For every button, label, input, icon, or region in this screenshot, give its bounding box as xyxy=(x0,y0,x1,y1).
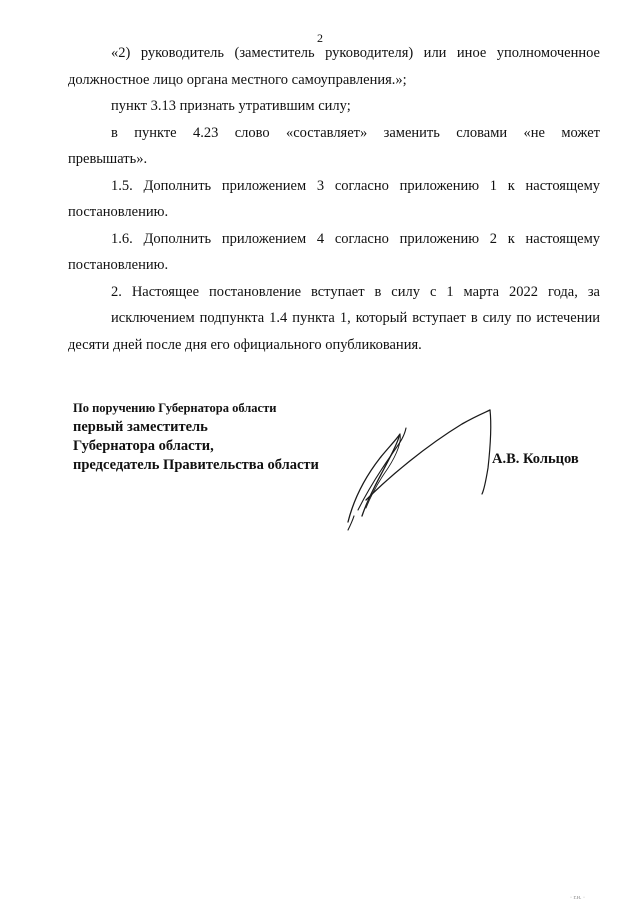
paragraph-1-line-1: «2) руководитель (заместитель руководителя) или иное уполномоченное xyxy=(111,45,600,61)
signatory-position-line-3: председатель Правительства области xyxy=(73,457,319,473)
footer-marks: · г.н. · xyxy=(570,895,585,901)
paragraph-6-line-2: исключением подпункта 1.4 пункта 1, который вступает в силу по истечении xyxy=(111,310,600,326)
page-number: 2 xyxy=(317,31,323,45)
paragraph-6-line-1: 2. Настоящее постановление вступает в силу с 1 марта 2022 года, за xyxy=(111,283,600,300)
paragraph-2: пункт 3.13 признать утратившим силу; xyxy=(111,98,351,114)
signatory-title-block xyxy=(73,398,319,475)
paragraph-5-line-2: постановлению. xyxy=(68,257,169,273)
document-body xyxy=(68,40,600,358)
paragraph-5-line-1: 1.6. Дополнить приложением 4 согласно приложению 2 к настоящему xyxy=(111,230,600,247)
paragraph-3-line-1: в пункте 4.23 слово «составляет» заменить словами «не может xyxy=(111,124,600,141)
signatory-position-line-2: Губернатора области, xyxy=(73,438,214,454)
signatory-position-line-1: первый заместитель xyxy=(73,419,208,435)
handwritten-signature xyxy=(330,398,510,533)
paragraph-4-line-2: постановлению. xyxy=(68,204,169,220)
signatory-authority-line: По поручению Губернатора области xyxy=(73,401,277,415)
paragraph-6-line-3: десяти дней после дня его официального опубликования. xyxy=(68,336,422,353)
paragraph-3-line-2: превышать». xyxy=(68,151,148,167)
signatory-name: А.В. Кольцов xyxy=(492,451,579,467)
paragraph-1-line-2: должностное лицо органа местного самоуправления.»; xyxy=(68,71,407,88)
paragraph-4-line-1: 1.5. Дополнить приложением 3 согласно приложению 1 к настоящему xyxy=(111,177,600,194)
